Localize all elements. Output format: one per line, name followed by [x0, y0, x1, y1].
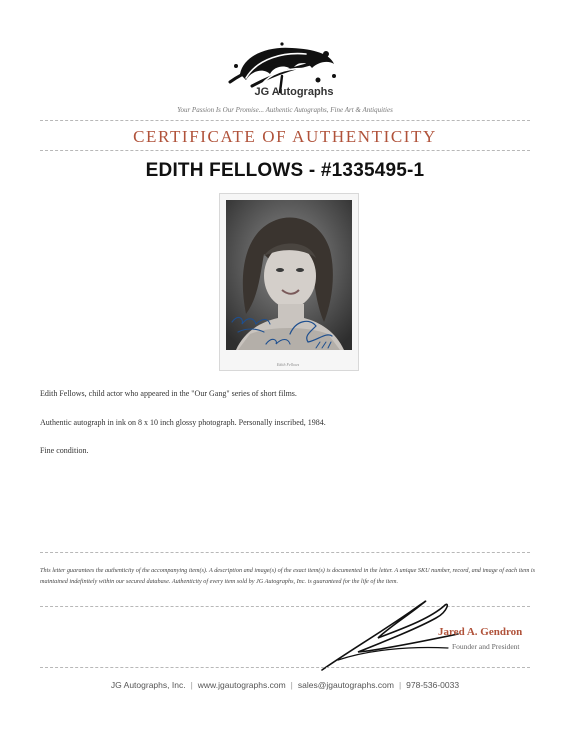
divider	[40, 150, 530, 151]
footer-company: JG Autographs, Inc.	[110, 680, 186, 690]
divider	[40, 667, 530, 668]
footer-phone: 978-536-0033	[406, 680, 460, 690]
certificate-title: CERTIFICATE OF AUTHENTICITY	[133, 127, 437, 146]
footer-website-link[interactable]: www.jgautographs.com	[197, 680, 286, 690]
guarantee-text: This letter guarantees the authenticity of the accompanying item(s). A description and image(s) of the exact item(s) is documented in the letter. A unique SKU number, record, and image of each item is maintained indefinitely within our secured database. Authenticity of every item sold by JG Autographs, Inc. is guaranteed for the life of the item.	[40, 567, 536, 585]
description-paragraph: Edith Fellows, child actor who appeared in the "Our Gang" series of short films.	[40, 389, 297, 398]
signatory-title: Founder and President	[452, 642, 520, 651]
divider	[40, 552, 530, 553]
brand-tagline: Your Passion Is Our Promise... Authentic Autographs, Fine Art & Antiquities	[177, 106, 393, 114]
autographed-photo	[219, 193, 359, 371]
footer: JG Autographs, Inc. | www.jgautographs.com | sales@jgautographs.com | 978-536-0033	[110, 680, 460, 690]
item-title: EDITH FELLOWS - #1335495-1	[145, 160, 425, 181]
description-paragraph: Authentic autograph in ink on 8 x 10 inch glossy photograph. Personally inscribed, 1984.	[40, 418, 326, 427]
photo-caption: Edith Fellows	[276, 362, 300, 367]
footer-email-link[interactable]: sales@jgautographs.com	[297, 680, 394, 690]
description-paragraph: Fine condition.	[40, 446, 89, 455]
brand-name: JG Autographs	[254, 86, 334, 98]
signatory-name: Jared A. Gendron	[438, 626, 523, 638]
divider	[40, 120, 530, 121]
